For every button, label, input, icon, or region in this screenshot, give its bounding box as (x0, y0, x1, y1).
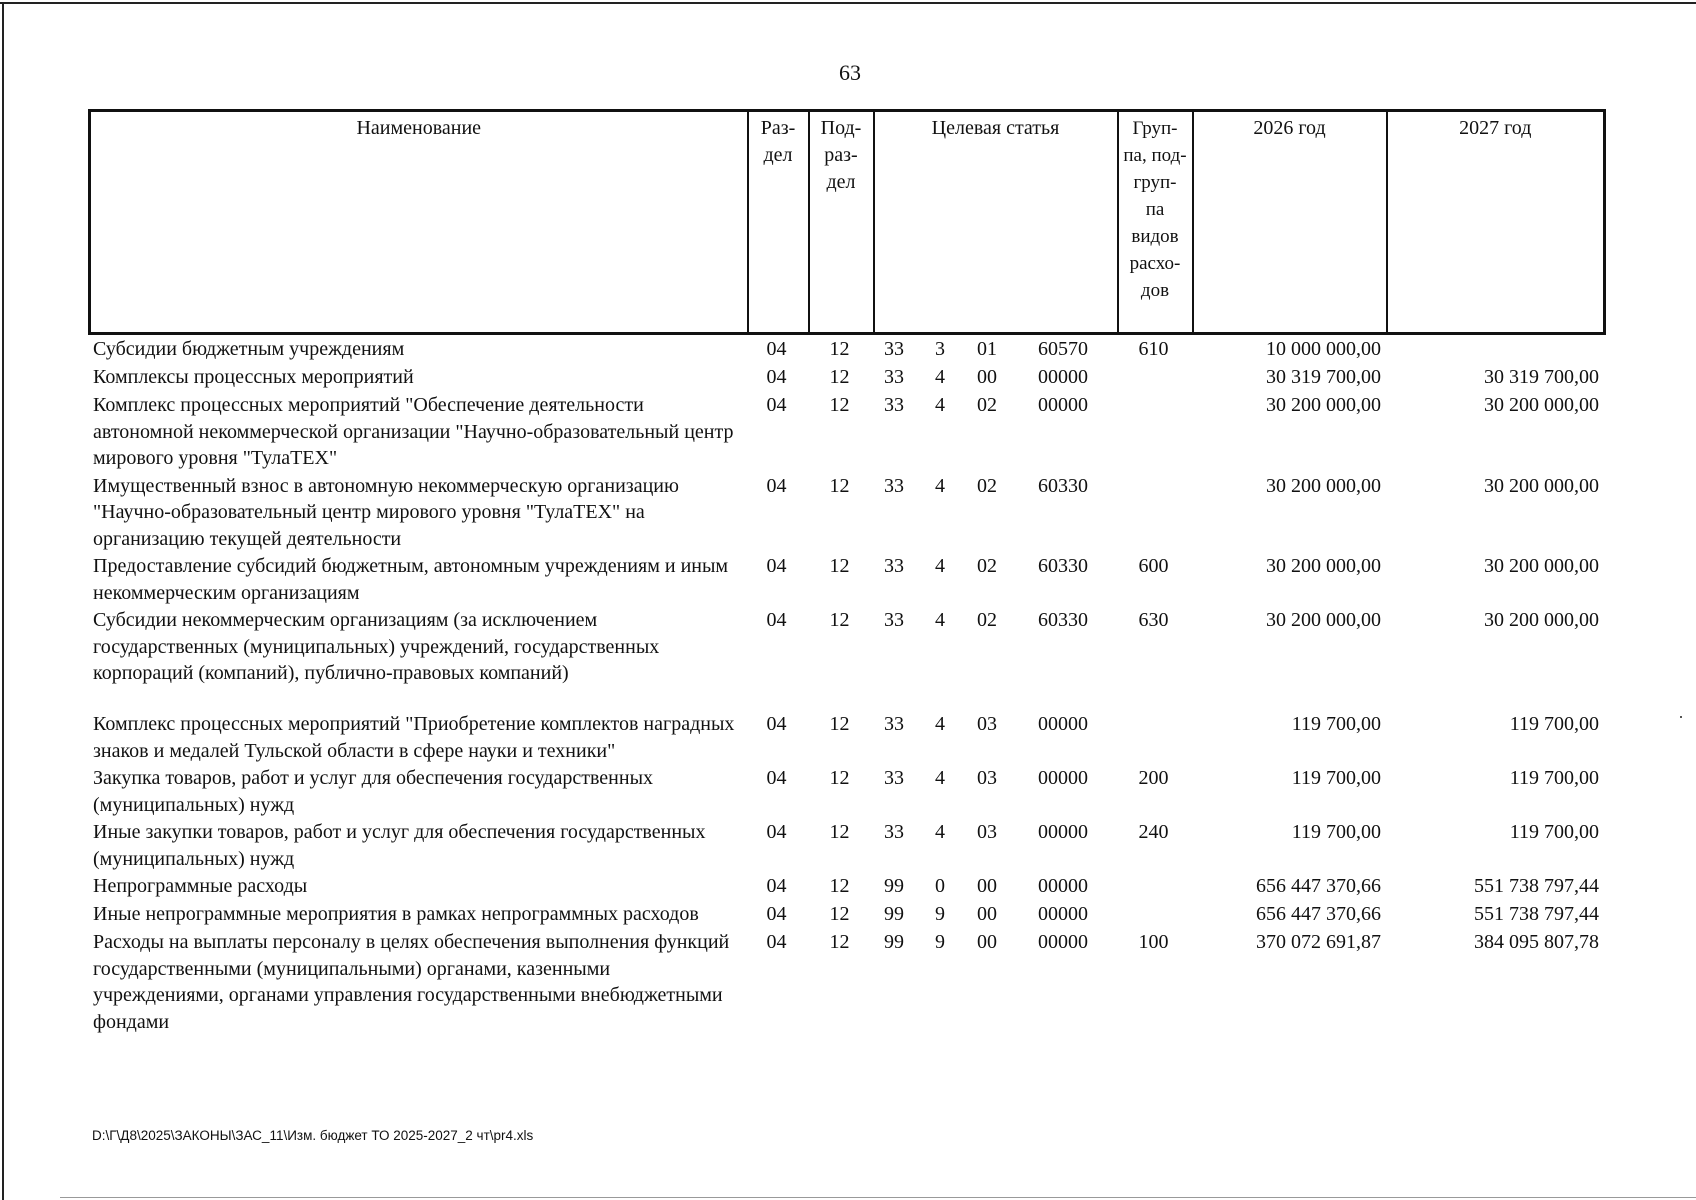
scan-speck (1680, 716, 1682, 718)
row-target-direction: 00000 (1038, 821, 1088, 843)
row-amount-2027: 119 700,00 (1509, 767, 1599, 789)
row-target-item: 03 (977, 767, 997, 789)
row-target-direction: 00000 (1038, 366, 1088, 388)
row-expense-type (1116, 872, 1191, 900)
page-frame-top (0, 2, 1696, 4)
row-amount-2027: 30 200 000,00 (1484, 609, 1599, 631)
row-target-program: 99 (884, 931, 904, 953)
row-razdel: 04 (766, 474, 787, 497)
row-target-item: 02 (977, 474, 997, 497)
row-expense-type (1116, 472, 1191, 553)
row-amount-2027: 30 200 000,00 (1484, 394, 1599, 416)
row-expense-type (1116, 363, 1191, 391)
row-expense-type: 610 (1138, 338, 1169, 360)
row-target-program: 99 (884, 903, 904, 925)
table-row (88, 710, 1603, 764)
row-target-program: 33 (884, 474, 904, 497)
row-target-item: 03 (977, 821, 997, 843)
row-target-program: 33 (884, 394, 904, 416)
row-razdel: 04 (766, 875, 787, 897)
row-target-program: 33 (884, 338, 904, 360)
row-target-type: 9 (935, 903, 945, 925)
row-name: Предоставление субсидий бюджетным, автономным учреждениям и иным некоммерческим организациям (93, 555, 729, 604)
table-row (88, 606, 1603, 710)
row-target-item: 00 (977, 903, 997, 925)
row-target-direction: 60570 (1038, 338, 1088, 360)
row-target-type: 4 (935, 474, 945, 497)
row-target-item: 00 (977, 875, 997, 897)
row-podrazdel: 12 (829, 474, 850, 497)
row-name: Непрограммные расходы (93, 875, 308, 897)
header-podrazdel: Под- раз- дел (809, 111, 874, 334)
row-podrazdel: 12 (829, 338, 850, 360)
row-podrazdel: 12 (829, 875, 850, 897)
page-frame-left (2, 2, 4, 1200)
row-target-type: 4 (935, 555, 945, 577)
table-row (88, 872, 1603, 900)
row-target-type: 4 (935, 394, 945, 416)
row-expense-type: 100 (1138, 931, 1169, 953)
row-target-type: 4 (935, 821, 945, 843)
row-expense-type (1116, 900, 1191, 928)
file-path-footer: D:\Г\Д8\2025\ЗАКОНЫ\ЗАС_11\Изм. бюджет ТО 2025-2027_2 чт\pr4.xls (92, 1128, 534, 1143)
budget-table (88, 335, 1603, 1035)
row-razdel: 04 (766, 767, 787, 789)
row-amount-2027: 30 200 000,00 (1484, 474, 1599, 497)
row-razdel: 04 (766, 555, 787, 577)
table-row (88, 391, 1603, 472)
row-amount-2026: 30 200 000,00 (1266, 474, 1381, 497)
row-target-item: 03 (977, 713, 997, 735)
row-target-item: 00 (977, 366, 997, 388)
row-target-direction: 00000 (1038, 767, 1088, 789)
row-target-type: 3 (935, 338, 945, 360)
row-amount-2026: 10 000 000,00 (1266, 338, 1381, 360)
row-amount-2027: 551 738 797,44 (1474, 903, 1599, 925)
row-expense-type (1116, 391, 1191, 472)
row-target-direction: 00000 (1038, 394, 1088, 416)
table-row (88, 552, 1603, 606)
row-target-type: 4 (935, 366, 945, 388)
row-podrazdel: 12 (829, 713, 850, 735)
row-name: Субсидии бюджетным учреждениям (93, 338, 405, 360)
row-name: Иные непрограммные мероприятия в рамках непрограммных расходов (93, 903, 699, 925)
row-target-program: 33 (884, 821, 904, 843)
row-target-item: 01 (977, 338, 997, 360)
row-target-item: 00 (977, 931, 997, 953)
row-podrazdel: 12 (829, 609, 850, 631)
row-razdel: 04 (766, 931, 787, 953)
table-header (88, 109, 1606, 335)
row-target-item: 02 (977, 609, 997, 631)
row-razdel: 04 (766, 366, 787, 388)
table-row (88, 900, 1603, 928)
header-name: Наименование (90, 111, 748, 334)
row-amount-2027: 30 200 000,00 (1484, 555, 1599, 577)
table-row (88, 928, 1603, 1035)
row-amount-2026: 30 319 700,00 (1266, 366, 1381, 388)
row-amount-2026: 119 700,00 (1291, 713, 1381, 735)
row-amount-2026: 119 700,00 (1291, 767, 1381, 789)
row-name: Закупка товаров, работ и услуг для обеспечения государственных (муниципальных) нужд (93, 767, 654, 816)
row-target-program: 99 (884, 875, 904, 897)
row-target-program: 33 (884, 555, 904, 577)
row-razdel: 04 (766, 713, 787, 735)
row-podrazdel: 12 (829, 931, 850, 953)
row-target-direction: 60330 (1038, 474, 1088, 497)
row-razdel: 04 (766, 338, 787, 360)
row-razdel: 04 (766, 821, 787, 843)
row-amount-2026: 370 072 691,87 (1256, 931, 1381, 953)
row-name: Комплексы процессных мероприятий (93, 366, 414, 388)
row-amount-2027: 30 319 700,00 (1484, 366, 1599, 388)
table-row (88, 472, 1603, 553)
header-year-2027: 2027 год (1387, 111, 1605, 334)
row-target-item: 02 (977, 394, 997, 416)
row-name: Иные закупки товаров, работ и услуг для обеспечения государственных (муниципальных) нужд (93, 821, 706, 870)
row-podrazdel: 12 (829, 394, 850, 416)
row-expense-type: 200 (1138, 767, 1169, 789)
header-target-article: Целевая статья (874, 111, 1118, 334)
row-target-type: 4 (935, 609, 945, 631)
row-amount-2027: 551 738 797,44 (1474, 875, 1599, 897)
header-year-2026: 2026 год (1193, 111, 1387, 334)
row-amount-2027: 119 700,00 (1509, 821, 1599, 843)
row-target-direction: 00000 (1038, 713, 1088, 735)
row-amount-2026: 30 200 000,00 (1266, 555, 1381, 577)
row-name: Комплекс процессных мероприятий "Обеспечение деятельности автономной некоммерческой организации "Научно-образовательный центр мирового уровня "ТулаТЕХ" (93, 394, 734, 469)
table-row (88, 363, 1603, 391)
row-amount-2026: 656 447 370,66 (1256, 875, 1381, 897)
row-podrazdel: 12 (829, 555, 850, 577)
row-target-type: 9 (935, 931, 945, 953)
table-row (88, 764, 1603, 818)
row-target-direction: 00000 (1038, 903, 1088, 925)
row-target-type: 4 (935, 767, 945, 789)
row-target-direction: 60330 (1038, 555, 1088, 577)
row-expense-type: 630 (1138, 609, 1169, 631)
row-razdel: 04 (766, 609, 787, 631)
row-amount-2026: 30 200 000,00 (1266, 394, 1381, 416)
row-name: Расходы на выплаты персоналу в целях обеспечения выполнения функций государственными (муниципальными) органами, казенными учреждениями, органами управления государственными внебюджетными фондами (93, 931, 730, 1033)
row-target-direction: 00000 (1038, 875, 1088, 897)
row-name: Комплекс процессных мероприятий "Приобретение комплектов наградных знаков и медалей Тульской области в сфере науки и техники" (93, 713, 735, 762)
row-amount-2027 (1385, 335, 1603, 363)
row-amount-2026: 656 447 370,66 (1256, 903, 1381, 925)
row-expense-type (1116, 710, 1191, 764)
row-target-program: 33 (884, 767, 904, 789)
row-name: Имущественный взнос в автономную некоммерческую организацию "Научно-образовательный центр мирового уровня "ТулаТЕХ" на организацию текущей деятельности (93, 474, 679, 550)
row-expense-type: 600 (1138, 555, 1169, 577)
row-amount-2027: 384 095 807,78 (1474, 931, 1599, 953)
table-row (88, 335, 1603, 363)
row-target-type: 0 (935, 875, 945, 897)
header-expense-group: Груп- па, под- груп- па видов расхо- дов (1118, 111, 1193, 334)
row-razdel: 04 (766, 903, 787, 925)
page-frame-bottom (60, 1197, 1696, 1198)
row-amount-2027: 119 700,00 (1509, 713, 1599, 735)
page-number: 63 (839, 60, 861, 85)
row-podrazdel: 12 (829, 767, 850, 789)
row-podrazdel: 12 (829, 366, 850, 388)
row-target-program: 33 (884, 713, 904, 735)
row-podrazdel: 12 (829, 903, 850, 925)
row-target-program: 33 (884, 366, 904, 388)
row-expense-type: 240 (1138, 821, 1169, 843)
row-target-direction: 00000 (1038, 931, 1088, 953)
row-target-program: 33 (884, 609, 904, 631)
row-amount-2026: 30 200 000,00 (1266, 609, 1381, 631)
row-target-item: 02 (977, 555, 997, 577)
row-razdel: 04 (766, 394, 787, 416)
row-name: Субсидии некоммерческим организациям (за исключением государственных (муниципальных) учреждений, государственных корпораций (компаний), публично-правовых компаний) (93, 609, 660, 684)
header-razdel: Раз- дел (748, 111, 809, 334)
table-row (88, 818, 1603, 872)
row-amount-2026: 119 700,00 (1291, 821, 1381, 843)
row-target-direction: 60330 (1038, 609, 1088, 631)
row-target-type: 4 (935, 713, 945, 735)
row-podrazdel: 12 (829, 821, 850, 843)
